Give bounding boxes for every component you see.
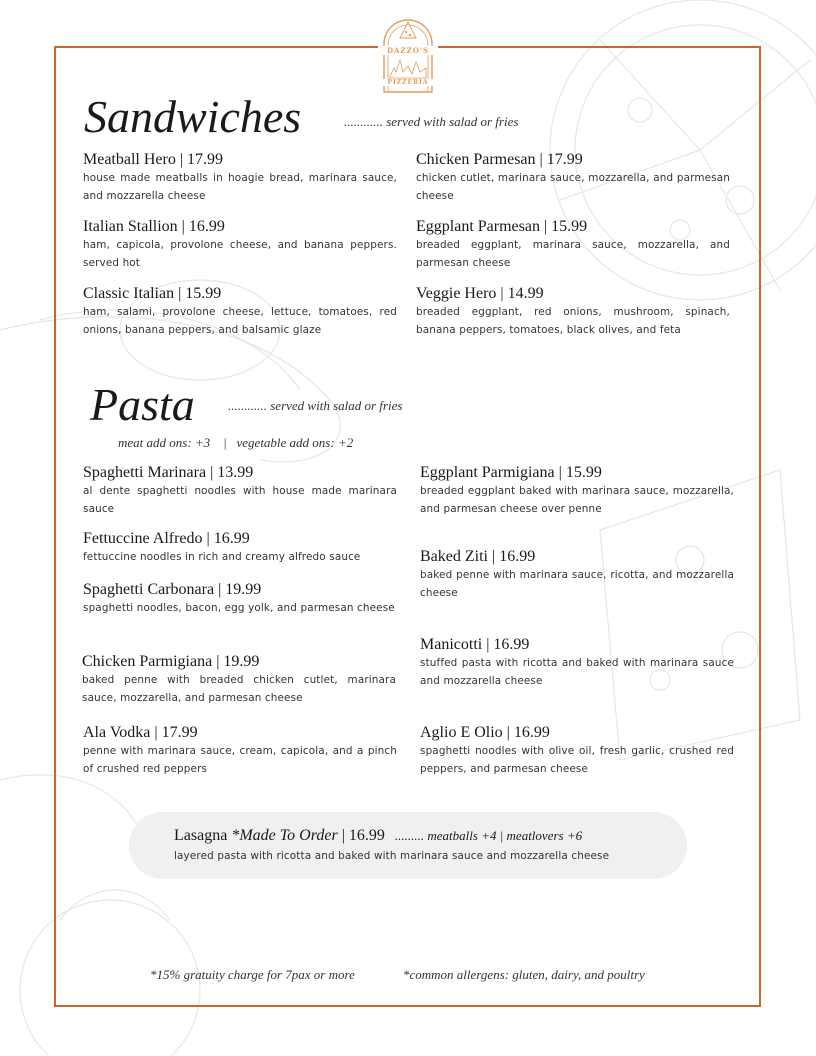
pasta-title: Pasta	[90, 379, 195, 430]
item-description: ham, salami, provolone cheese, lettuce, tomatoes, red onions, banana peppers, and balsamic glaze	[83, 306, 397, 336]
item-name: Ala Vodka | 17.99	[83, 724, 198, 741]
lasagna-highlight	[129, 812, 687, 879]
item-name: Chicken Parmigiana | 19.99	[82, 653, 260, 670]
menu-item-spaghetti-carbonara	[83, 581, 397, 618]
item-description: penne with marinara sauce, cream, capicola, and a pinch of crushed red peppers	[83, 745, 397, 775]
menu-item-manicotti	[420, 636, 734, 690]
menu-item-veggie-hero	[416, 285, 730, 339]
restaurant-logo	[378, 16, 438, 94]
item-name: Baked Ziti | 16.99	[420, 548, 536, 565]
gratuity-note: *15% gratuity charge for 7pax or more	[150, 967, 355, 982]
lasagna-price: | 16.99	[337, 827, 385, 844]
logo-name: DAZZO'S	[378, 46, 438, 55]
item-name: Manicotti | 16.99	[420, 636, 530, 653]
item-description: stuffed pasta with ricotta and baked with marinara sauce and mozzarella cheese	[420, 657, 734, 687]
menu-item-chicken-parmesan	[416, 151, 730, 205]
item-description: spaghetti noodles with olive oil, fresh garlic, crushed red peppers, and parmesan cheese	[420, 745, 734, 775]
logo-subtitle: PIZZERIA	[378, 79, 438, 86]
menu-item-aglio-e-olio	[420, 724, 734, 778]
menu-item-meatball-hero	[83, 151, 397, 205]
item-name: Veggie Hero | 14.99	[416, 285, 544, 302]
item-description: chicken cutlet, marinara sauce, mozzarella, and parmesan cheese	[416, 172, 730, 202]
item-name: Classic Italian | 15.99	[83, 285, 222, 302]
item-description: ham, capicola, provolone cheese, and banana peppers. served hot	[83, 239, 397, 269]
item-name: Aglio E Olio | 16.99	[420, 724, 550, 741]
menu-item-classic-italian	[83, 285, 397, 339]
menu-item-eggplant-parmesan	[416, 218, 730, 272]
item-description: house made meatballs in hoagie bread, marinara sauce, and mozzarella cheese	[83, 172, 397, 202]
item-description: baked penne with breaded chicken cutlet, marinara sauce, mozzarella, and parmesan cheese	[82, 674, 396, 704]
lasagna-description: layered pasta with ricotta and baked with marinara sauce and mozzarella cheese	[174, 850, 610, 862]
menu-item-fettuccine-alfredo	[83, 530, 397, 567]
item-description: fettuccine noodles in rich and creamy alfredo sauce	[83, 551, 361, 563]
item-name: Chicken Parmesan | 17.99	[416, 151, 583, 168]
lasagna-tag: *Made To Order	[231, 827, 338, 844]
item-description: spaghetti noodles, bacon, egg yolk, and parmesan cheese	[83, 602, 395, 614]
item-description: breaded eggplant baked with marinara sauce, mozzarella, and parmesan cheese over penne	[420, 485, 734, 515]
lasagna-extras: ......... meatballs +4 | meatlovers +6	[394, 828, 583, 843]
item-name: Fettuccine Alfredo | 16.99	[83, 530, 250, 547]
item-name: Spaghetti Carbonara | 19.99	[83, 581, 262, 598]
item-description: breaded eggplant, marinara sauce, mozzarella, and parmesan cheese	[416, 239, 730, 269]
menu-item-baked-ziti	[420, 548, 734, 602]
lasagna-name: Lasagna	[174, 827, 228, 844]
item-name: Eggplant Parmigiana | 15.99	[420, 464, 602, 481]
item-name: Spaghetti Marinara | 13.99	[83, 464, 254, 481]
menu-item-ala-vodka	[83, 724, 397, 778]
allergen-note: *common allergens: gluten, dairy, and poultry	[403, 967, 645, 982]
sandwiches-title: Sandwiches	[84, 91, 302, 142]
pasta-note: ............ served with salad or fries	[228, 398, 403, 413]
item-name: Eggplant Parmesan | 15.99	[416, 218, 588, 235]
menu-item-italian-stallion	[83, 218, 397, 272]
sandwiches-note: ............ served with salad or fries	[344, 114, 519, 129]
item-description: baked penne with marinara sauce, ricotta, and mozzarella cheese	[420, 569, 734, 599]
item-name: Meatball Hero | 17.99	[83, 151, 224, 168]
menu-item-chicken-parmigiana	[82, 653, 396, 707]
item-description: al dente spaghetti noodles with house made marinara sauce	[83, 485, 397, 515]
pasta-addons: meat add ons: +3 | vegetable add ons: +2	[118, 435, 354, 450]
menu-item-spaghetti-marinara	[83, 464, 397, 518]
lasagna-title-line	[174, 827, 582, 845]
menu-item-eggplant-parmigiana	[420, 464, 734, 518]
item-description: breaded eggplant, red onions, mushroom, spinach, banana peppers, tomatoes, black olives, and feta	[416, 306, 730, 336]
item-name: Italian Stallion | 16.99	[83, 218, 225, 235]
